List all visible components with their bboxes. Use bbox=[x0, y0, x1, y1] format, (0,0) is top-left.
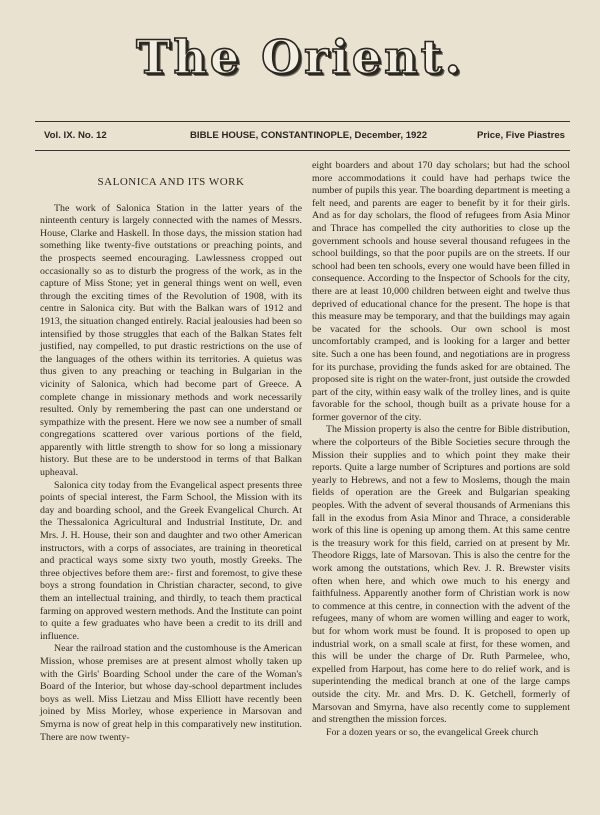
newspaper-title: The Orient. bbox=[136, 30, 464, 84]
header-rule-bottom bbox=[35, 150, 570, 151]
article-paragraph: For a dozen years or so, the evangelical Greek church bbox=[326, 726, 539, 738]
volume-number: Vol. IX. No. 12 bbox=[44, 130, 107, 141]
article-column-left bbox=[40, 160, 302, 744]
place-and-date: BIBLE HOUSE, CONSTANTINOPLE, December, 1922 bbox=[190, 130, 428, 141]
article-headline: SALONICA AND ITS WORK bbox=[97, 176, 245, 188]
issue-info-bar bbox=[40, 127, 565, 145]
masthead bbox=[0, 30, 600, 84]
article-column-right bbox=[312, 160, 570, 739]
article-paragraph: The Mission property is also the centre for Bible distribution, where the colporteurs of the Bible Societies secure through the Mission their supplies and to which point they make their reports. Quite a large number of Scriptures and portions are sold yearly to Hebrews, and not a few to Moslems, though the main fields of operation are the Greek and Bulgarian speaking peoples. With the advent of several thousands of Armenians this fall in the exodus from Asia Minor and Thrace, a considerable work of this line is opening up among them. At this same centre is the treasury work for this field, carried on at present by Mr. Theodore Riggs, late of Marsovan. This is also the centre for the work among the outstations, which Rev. J. R. Brewster visits often when here, and which owe much to his energy and faithfulness. Apparently another form of Christian work is now to commence at this centre, in connection with the advent of the refugees, many of whom are women willing and eager to work, but for whom work must be found. It is proposed to open up industrial work, on a small scale at first, for these women, and this will be under the charge of Dr. Ruth Parmelee, who, expelled from Harpout, has come here to do relief work, and is superintending the medical branch at one of the large camps outside the city. Mr. and Mrs. D. K. Getchell, formerly of Marsovan and Smyrna, have also recently come to supplement and strengthen the mission forces. bbox=[312, 424, 570, 726]
article-paragraph: Salonica city today from the Evangelical aspect presents three points of special interest, the Farm School, the Mission with its day and boarding school, and the Greek Evangelical Church. At the Thessalonica Agricultural and Industrial Institute, Dr. and Mrs. J. H. House, their son and daughter and two other American instructors, with a corps of associates, are training in theoretical and practical ways some sixty two youth, mostly Greeks. The three objectives before them are:- first and foremost, to give these boys a strong foundation in Christian character, second, to give them an intellectual training, and thirdly, to teach them practical farming on approved western methods. And the Institute can point to quite a few graduates who have been a credit to its drill and influence. bbox=[40, 479, 302, 642]
article-paragraph: Near the railroad station and the customhouse is the American Mission, whose premises are at present almost wholly taken up with the Girls' Boarding School under the care of the Woman's Board of the Interior, but whose day-school department includes boys as well. Miss Lietzau and Miss Elliott have recently been joined by Miss Morley, whose experience in Marsovan and Smyrna is now of great help in this comparatively new institution. There are now twenty- bbox=[40, 643, 302, 743]
header-rule-top bbox=[35, 121, 570, 122]
article-paragraph: The work of Salonica Station in the latter years of the ninteenth century is largely connected with the names of Messrs. House, Clarke and Haskell. In those days, the mission station had something like twenty-five outstations or preaching points, and the prospects seemed encouraging. Lawlessness cropped out occasionally so as to disturb the progress of the work, as in the capture of Miss Stone; yet in general things went on well, even through the exciting times of the Revolution of 1908, with its centre in Salonica city. But with the Balkan wars of 1912 and 1913, the situation changed entirely. Racial jealousies had been so intensified by those struggles that each of the Balkan States felt justified, nay compelled, to put drastic restrictions on the use of the languages of the others within its territories. A quietus was thus given to any preaching or teaching in Bulgarian in the vicinity of Salonica, which had become part of Greece. A complete change in missionary methods and work necessarily resulted. Only by remembering the past can one understand or sympathize with the present. Here we now see a number of small congregations scattered over various portions of the field, apparently with little strength to show for so long a missionary history. But these are to be understood in terms of that Balkan upheaval. bbox=[40, 202, 302, 479]
article-paragraph-continued: eight boarders and about 170 day scholars; but had the school more accommodations it could have had perhaps twice the number of pupils this year. The boarding department is meeting a felt need, and parents are eager to benefit by it for their girls. And as for day scholars, the flood of refugees from Asia Minor and Thrace has compelled the city authorities to close up the government schools and house several thousand refugees in the school buildings, so that the poor pupils are on the streets. If our school had been ten schools, every one would have been filled in consequence. According to the Inspector of Schools for the city, there are at least 10,000 children between eight and twelve thus deprived of educational chance for the present. The hope is that this measure may be temporary, and that the buildings may again be vacated for the schools. Our own school is most uncomfortably cramped, and is looking for a larger and better site. Such a one has been found, and negotiations are in progress for its purchase, providing the funds asked for are obtained. The proposed site is right on the water-front, just outside the crowded part of the city, within easy walk of the trolley lines, and is quite favorable for the school, though built as a private house for a former governor of the city. bbox=[312, 160, 570, 423]
issue-price: Price, Five Piastres bbox=[477, 130, 565, 141]
